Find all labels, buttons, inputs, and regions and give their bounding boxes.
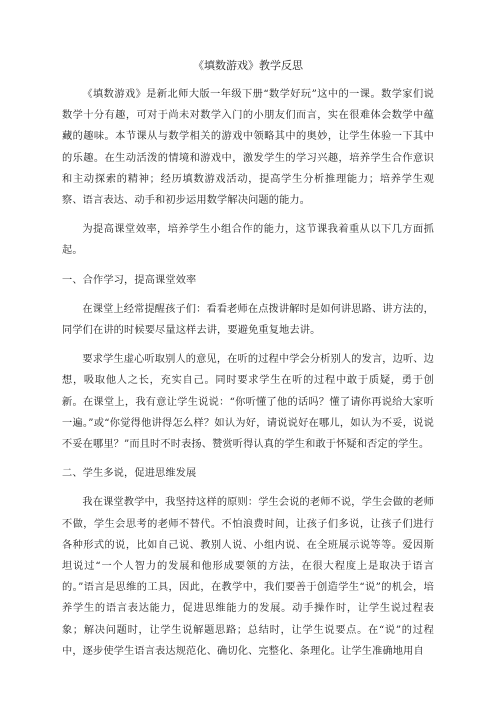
section-heading-speaking: 二、学生多说，促进思维发展 [62, 468, 197, 480]
section-heading-cooperative-learning: 一、合作学习，提高课堂效率 [62, 274, 197, 286]
paragraph-listening: 要求学生虚心听取别人的意见，在听的过程中学会分析别人的发言，边听、边想，吸取他人之长，充实自己。同时要求学生在听的过程中敢于质疑，勇于创新。在课堂上，我有意让学生说说：“你听懂了他的话吗？懂了请你再说给大家听一遍。”或“你觉得他讲得怎么样？如认为好，请说说好在哪儿，如认为不妥，说说不妥在哪里？”而且时不时表扬、赞赏听得认真的学生和敢于怀疑和否定的学生。 [62, 354, 434, 451]
document-title: 《填数游戏》教学反思 [193, 59, 303, 72]
document-page [62, 58, 434, 670]
paragraph-focus: 为提高课堂效率，培养学生小组合作的能力，这节课我着重从以下几方面抓起。 [62, 224, 434, 257]
paragraph-speaking: 我在课堂教学中，我坚持这样的原则：学生会说的老师不说，学生会做的老师不做，学生会思考的老师不替代。不怕浪费时间，让孩子们多说，让孩子们进行各种形式的说，比如自己说、教别人说、小组内说、在全班展示说等等。爱因斯坦说过“一个人智力的发展和他形成要领的方法，在很大程度上是取决于语言的。”语言是思维的工具，因此，在教学中，我们要善于创造学生“说”的机会，培养学生的语言表达能力，促进思维能力的发展。动手操作时，让学生说过程表象；解决问题时，让学生说解题思路；总结时，让学生说要点。在“说”的过程中，逐步使学生语言表达规范化、确切化、完整化、条理化。让学生准确地用自 [62, 497, 434, 657]
paragraph-reminder: 在课堂上经常提醒孩子们：看看老师在点拨讲解时是如何讲思路、讲方法的，同学们在讲的时候要尽量这样去讲，要避免重复地去讲。 [62, 303, 434, 337]
paragraph-intro: 《填数游戏》是新北师大版一年级下册“数学好玩”这中的一课。数学家们说数学十分有趣，可对于尚未对数学入门的小朋友们而言，实在很难体会数学中蕴藏的趣味。本节课从与数学相关的游戏中领略其中的奥妙，让学生体验一下其中的乐趣。在生动活泼的情境和游戏中，激发学生的学习兴趣，培养学生合作意识和主动探索的精神；经历填数游戏活动，提高学生分析推理能力；培养学生观察、语言表达、动手和初步运用数学解决问题的能力。 [62, 89, 434, 207]
